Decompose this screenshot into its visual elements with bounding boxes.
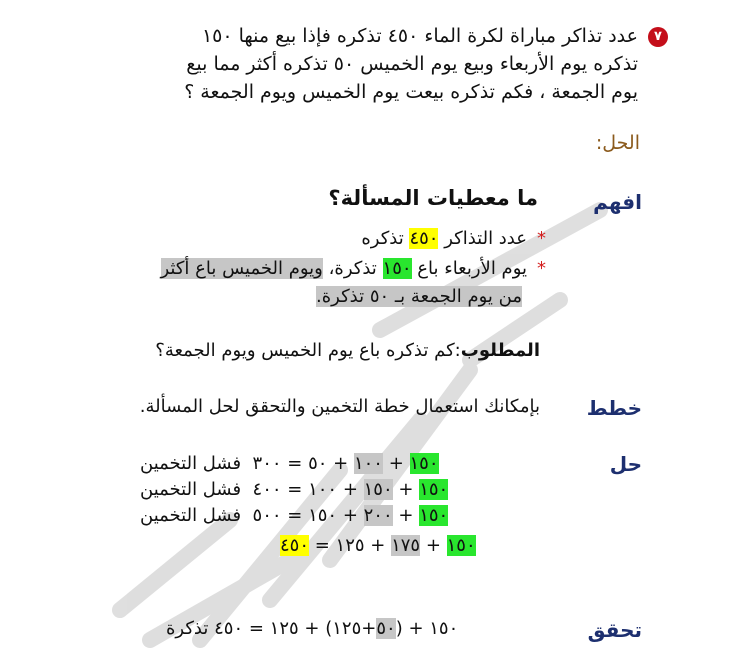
- check-equation: ١٥٠ + (٥٠+١٢٥) + ١٢٥ = ٤٥٠ تذكرة: [166, 618, 459, 639]
- bullet-star: *: [537, 258, 546, 279]
- solve-label: حل: [609, 452, 642, 476]
- highlight-thursday-clause: ويوم الخميس باع أكثر: [160, 258, 323, 279]
- calc-row-4: ١٥٠ + ١٧٥ + ١٢٥ = ٤٥٠: [280, 535, 476, 556]
- calc-row-1: ١٥٠ + ١٠٠ + ٥٠ = ٣٠٠ فشل التخمين: [140, 453, 439, 474]
- given-sales-cont: [316, 286, 522, 307]
- calc-row-2: ١٥٠ + ١٥٠ + ١٠٠ = ٤٠٠ فشل التخمين: [140, 479, 449, 500]
- bullet-star: *: [537, 228, 546, 249]
- highlight-total: ٤٥٠: [409, 228, 439, 249]
- given-total: *عدد التذاكر ٤٥٠ تذكره: [361, 228, 546, 249]
- required-text: :كم تذكره باع يوم الخميس ويوم الجمعة؟: [155, 340, 461, 361]
- solution-heading: الحل:: [595, 132, 640, 154]
- highlight-thursday-clause-cont: من يوم الجمعة بـ ٥٠ تذكرة.: [316, 286, 522, 307]
- required-label: المطلوب: [460, 340, 540, 361]
- check-label: تحقق: [587, 618, 642, 642]
- plan-label: خطط: [586, 396, 642, 420]
- problem-line-3: يوم الجمعة ، فكم تذكره بيعت يوم الخميس ويوم الجمعة ؟: [184, 81, 638, 103]
- problem-line-1: عدد تذاكر مباراة لكرة الماء ٤٥٠ تذكره فإذا بيع منها ١٥٠: [201, 25, 638, 47]
- highlight-answer: ٤٥٠: [280, 535, 310, 556]
- problem-line-2: تذكره يوم الأربعاء وبيع يوم الخميس ٥٠ تذكره أكثر مما بيع: [186, 53, 638, 75]
- given-sales: *يوم الأربعاء باع ١٥٠ تذكرة، ويوم الخميس باع أكثر: [160, 258, 546, 279]
- calc-row-3: ١٥٠ + ٢٠٠ + ١٥٠ = ٥٠٠ فشل التخمين: [140, 505, 449, 526]
- plan-text: بإمكانك استعمال خطة التخمين والتحقق لحل المسألة.: [139, 396, 540, 417]
- problem-statement: [78, 22, 662, 106]
- required-line: [155, 340, 540, 361]
- understand-question: ما معطيات المسألة؟: [328, 186, 538, 210]
- highlight-wednesday: ١٥٠: [382, 258, 412, 279]
- problem-number-badge: ٧: [648, 27, 668, 47]
- understand-label: افهم: [593, 190, 642, 214]
